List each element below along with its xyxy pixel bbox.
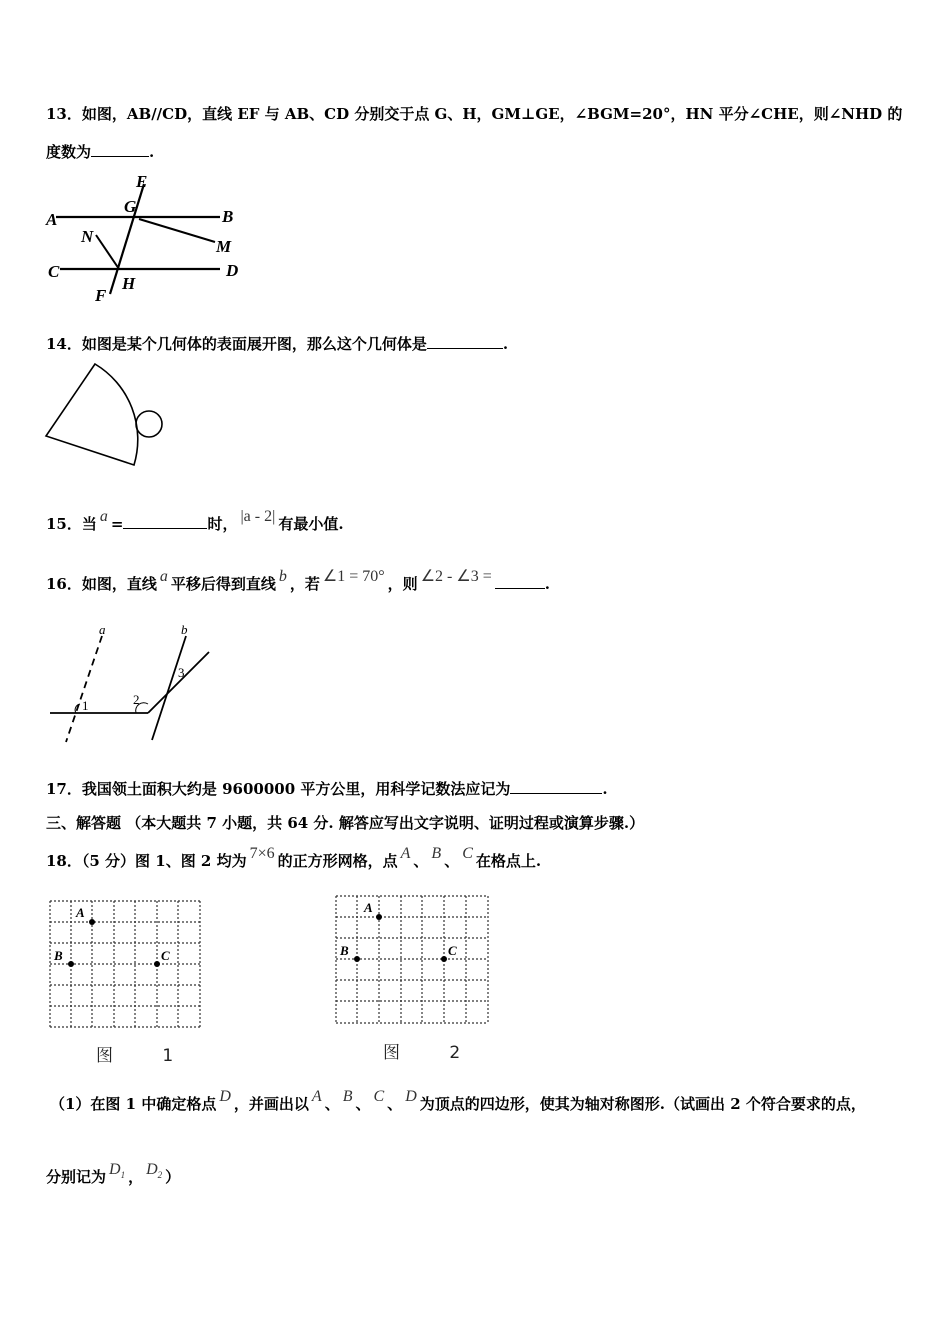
q18-point-a: A <box>400 845 411 862</box>
label-d: D <box>226 261 239 280</box>
q14-period: . <box>502 335 509 353</box>
q17-prefix: 17．我国领土面积大约是 9600000 平方公里，用科学记数法应记为 <box>46 780 511 798</box>
q18-grid-figure-2 <box>332 892 492 1027</box>
q14-prefix: 14．如图是某个几何体的表面展开图，那么这个几何体是 <box>46 335 427 353</box>
line-b <box>152 636 186 740</box>
q16-text <box>46 568 550 594</box>
point-a-dot <box>89 919 95 925</box>
part1-comma: ， <box>128 1168 144 1186</box>
part1-point-a: A <box>311 1088 322 1105</box>
q15-abs-expr: |a - 2| <box>240 508 276 525</box>
q16-angle1: ∠1 = 70° <box>322 568 385 585</box>
q17-period: . <box>602 780 608 798</box>
q14-figure <box>40 358 170 470</box>
q14-text <box>46 333 508 354</box>
q13-text-line2 <box>46 141 154 162</box>
part1-point-b: B <box>342 1088 353 1105</box>
q16-figure <box>44 622 219 747</box>
point-d2: $D_2$ <box>146 1161 163 1181</box>
point-a-dot-2 <box>376 914 382 920</box>
label-angle2: 2 <box>133 692 140 707</box>
label-line-a: a <box>99 622 106 637</box>
part1-sep1: 、 <box>324 1095 340 1113</box>
part1-prefix: （1）在图 1 中确定格点 <box>50 1095 217 1113</box>
label-c-fig1: C <box>161 948 170 963</box>
ray-gm <box>139 219 215 242</box>
point-b-dot-2 <box>354 956 360 962</box>
part1-point-d2: D <box>405 1088 417 1105</box>
fig1-caption: 图 1 <box>96 1046 196 1066</box>
part1-sep3: 、 <box>387 1095 403 1113</box>
q18-prefix: 18．（5 分）图 1、图 2 均为 <box>46 852 247 870</box>
q16-expr: ∠2 - ∠3 = <box>420 568 492 585</box>
part1-point-c: C <box>373 1088 385 1105</box>
label-a-fig2: A <box>364 900 373 915</box>
q18-grid-figure-1 <box>46 897 206 1032</box>
q18-suffix: 在格点上. <box>475 852 542 870</box>
q17-answer-blank[interactable] <box>510 779 602 794</box>
q13-prefix: 度数为 <box>46 143 92 161</box>
part1-suffix: 为顶点的四边形，使其为轴对称图形.（试画出 2 个符合要求的点， <box>419 1095 866 1113</box>
q13-figure <box>40 170 250 305</box>
q16-answer-blank[interactable] <box>495 574 545 589</box>
q13-period: . <box>149 143 155 161</box>
label-n: N <box>81 227 94 246</box>
label-b-fig1: B <box>54 948 63 963</box>
q16-var-b: b <box>278 568 287 585</box>
q14-answer-blank[interactable] <box>427 334 503 349</box>
label-c: C <box>48 262 60 281</box>
label-h: H <box>122 274 136 293</box>
label-angle1: 1 <box>82 698 89 713</box>
label-b-fig2: B <box>340 943 349 958</box>
q16-period: . <box>544 575 550 593</box>
part1-line2-suffix: ） <box>165 1168 181 1186</box>
q15-mid: 时， <box>207 515 238 533</box>
q15-text <box>46 508 344 534</box>
q13-answer-blank[interactable] <box>91 142 149 157</box>
label-g: G <box>124 197 137 216</box>
q16-mid3: ，则 <box>387 575 418 593</box>
q15-suffix: 有最小值. <box>278 515 344 533</box>
point-c-dot <box>154 961 160 967</box>
q18-part1-line2 <box>46 1161 181 1188</box>
q18-sep1: 、 <box>413 852 429 870</box>
point-d1: $D_1$ <box>109 1161 126 1181</box>
point-c-dot-2 <box>441 956 447 962</box>
fig2-caption: 图 2 <box>383 1043 483 1063</box>
label-angle3: 3 <box>178 665 185 680</box>
q15-answer-blank[interactable] <box>123 514 207 529</box>
part1-point-d: D <box>219 1088 231 1105</box>
circle-base <box>136 411 162 437</box>
q18-sep2: 、 <box>444 852 460 870</box>
part1-sep2: 、 <box>355 1095 371 1113</box>
ray-hn <box>96 235 119 269</box>
label-a-fig1: A <box>76 905 85 920</box>
q16-mid1: 平移后得到直线 <box>170 575 276 593</box>
q13-text-line1: 13．如图，AB//CD，直线 EF 与 AB、CD 分别交于点 G、H，GM⊥GE，∠BGM=20°，HN 平分∠CHE，则∠NHD 的 <box>46 105 903 123</box>
point-b-dot <box>68 961 74 967</box>
label-e: E <box>136 172 148 191</box>
label-a: A <box>46 210 58 229</box>
q16-prefix: 16．如图，直线 <box>46 575 157 593</box>
label-f: F <box>95 286 107 305</box>
q15-prefix: 15．当 <box>46 515 97 533</box>
sector-shape <box>46 364 138 465</box>
q16-mid2: ，若 <box>289 575 320 593</box>
label-line-b: b <box>181 622 188 637</box>
label-b: B <box>222 207 234 226</box>
part1-line2-prefix: 分别记为 <box>46 1168 107 1186</box>
q15-var-a: a <box>99 508 108 525</box>
q18-point-b: B <box>431 845 442 862</box>
label-c-fig2: C <box>448 943 457 958</box>
q18-text <box>46 845 542 871</box>
q17-text <box>46 778 608 799</box>
q18-point-c: C <box>462 845 473 862</box>
q18-grid-size: 7×6 <box>249 845 275 862</box>
label-m: M <box>216 237 232 256</box>
part1-mid: ，并画出以 <box>233 1095 309 1113</box>
line-a-dashed <box>66 636 102 742</box>
q15-eq: = <box>110 515 124 533</box>
q18-part1-line1 <box>50 1088 866 1114</box>
section3-heading: 三、解答题 （本大题共 7 小题，共 64 分. 解答应写出文字说明、证明过程或演算步骤.） <box>46 814 645 832</box>
q18-mid: 的正方形网格，点 <box>277 852 398 870</box>
q16-var-a: a <box>159 568 168 585</box>
